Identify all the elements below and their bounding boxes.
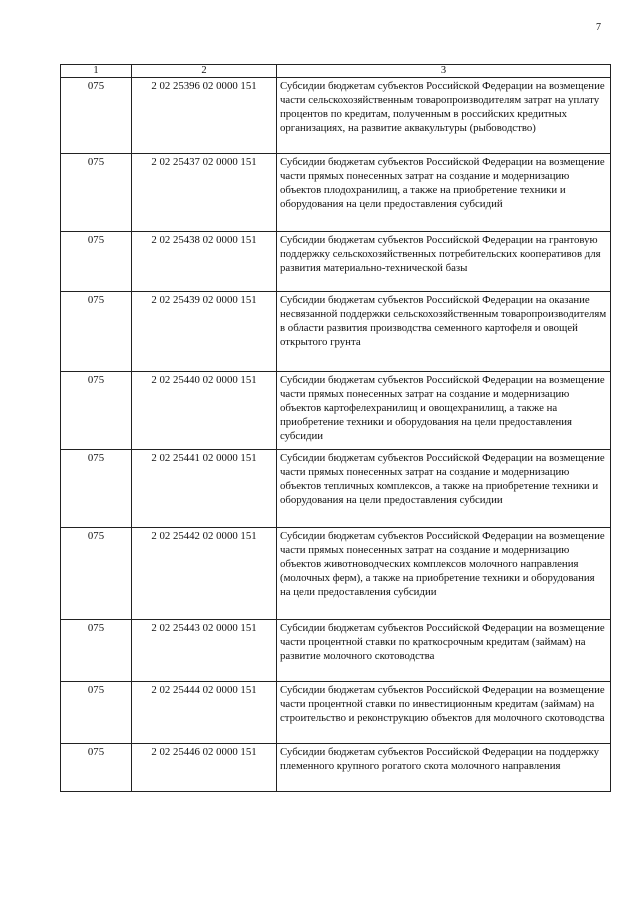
table-row: [61, 372, 611, 450]
description-cell: Субсидии бюджетам субъектов Российской Федерации на возмещение части прямых понесенных затрат на создание и модернизацию объектов картофелехранилищ и овощехранилищ, а также на приобретение техники и оборудования на цели предоставления субсидии: [277, 372, 611, 450]
description-cell: Субсидии бюджетам субъектов Российской Федерации на грантовую поддержку сельскохозяйственных потребительских кооперативов для развития материально-технической базы: [277, 232, 611, 292]
classification-code-cell: 2 02 25439 02 0000 151: [132, 292, 277, 372]
table-row: [61, 232, 611, 292]
admin-code-cell: 075: [61, 232, 132, 292]
description-cell: Субсидии бюджетам субъектов Российской Федерации на поддержку племенного крупного рогатого скота молочного направления: [277, 744, 611, 792]
description-cell: Субсидии бюджетам субъектов Российской Федерации на возмещение части прямых понесенных затрат на создание и модернизацию объектов плодохранилищ, а также на приобретение техники и оборудования на цели предоставления субсидий: [277, 154, 611, 232]
classification-code-cell: 2 02 25443 02 0000 151: [132, 620, 277, 682]
classification-code-cell: 2 02 25446 02 0000 151: [132, 744, 277, 792]
description-cell: Субсидии бюджетам субъектов Российской Федерации на оказание несвязанной поддержки сельскохозяйственным товаропроизводителям в области развития производства семенного картофеля и овощей открытого грунта: [277, 292, 611, 372]
table-row: [61, 292, 611, 372]
admin-code-cell: 075: [61, 292, 132, 372]
header-col-1: 1: [61, 65, 132, 78]
table-header-row: [61, 65, 611, 78]
description-cell: Субсидии бюджетам субъектов Российской Федерации на возмещение части прямых понесенных затрат на создание и модернизацию объектов тепличных комплексов, а также на приобретение техники и оборудования на цели предоставления субсидии: [277, 450, 611, 528]
budget-classification-table: [60, 64, 611, 792]
table-row: [61, 682, 611, 744]
admin-code-cell: 075: [61, 682, 132, 744]
header-col-2: 2: [132, 65, 277, 78]
admin-code-cell: 075: [61, 620, 132, 682]
table-row: [61, 154, 611, 232]
classification-code-cell: 2 02 25442 02 0000 151: [132, 528, 277, 620]
admin-code-cell: 075: [61, 450, 132, 528]
classification-code-cell: 2 02 25440 02 0000 151: [132, 372, 277, 450]
classification-code-cell: 2 02 25437 02 0000 151: [132, 154, 277, 232]
description-cell: Субсидии бюджетам субъектов Российской Федерации на возмещение части процентной ставки по краткосрочным кредитам (займам) на развитие молочного скотоводства: [277, 620, 611, 682]
classification-code-cell: 2 02 25441 02 0000 151: [132, 450, 277, 528]
admin-code-cell: 075: [61, 78, 132, 154]
page-number: 7: [596, 22, 601, 33]
admin-code-cell: 075: [61, 154, 132, 232]
table-row: [61, 450, 611, 528]
admin-code-cell: 075: [61, 744, 132, 792]
classification-code-cell: 2 02 25396 02 0000 151: [132, 78, 277, 154]
header-col-3: 3: [277, 65, 611, 78]
description-cell: Субсидии бюджетам субъектов Российской Федерации на возмещение части прямых понесенных затрат на создание и модернизацию объектов животноводческих комплексов молочного направления (молочных ферм), а также на приобретение техники и оборудования на цели предоставления субсидии: [277, 528, 611, 620]
description-cell: Субсидии бюджетам субъектов Российской Федерации на возмещение части сельскохозяйственным товаропроизводителям затрат на уплату процентов по кредитам, полученным в российских кредитных организациях, на развитие аквакультуры (рыбоводство): [277, 78, 611, 154]
classification-code-cell: 2 02 25444 02 0000 151: [132, 682, 277, 744]
classification-code-cell: 2 02 25438 02 0000 151: [132, 232, 277, 292]
table-row: [61, 620, 611, 682]
description-cell: Субсидии бюджетам субъектов Российской Федерации на возмещение части процентной ставки по инвестиционным кредитам (займам) на строительство и реконструкцию объектов для молочного скотоводства: [277, 682, 611, 744]
table-row: [61, 78, 611, 154]
table-row: [61, 528, 611, 620]
admin-code-cell: 075: [61, 528, 132, 620]
admin-code-cell: 075: [61, 372, 132, 450]
table-row: [61, 744, 611, 792]
